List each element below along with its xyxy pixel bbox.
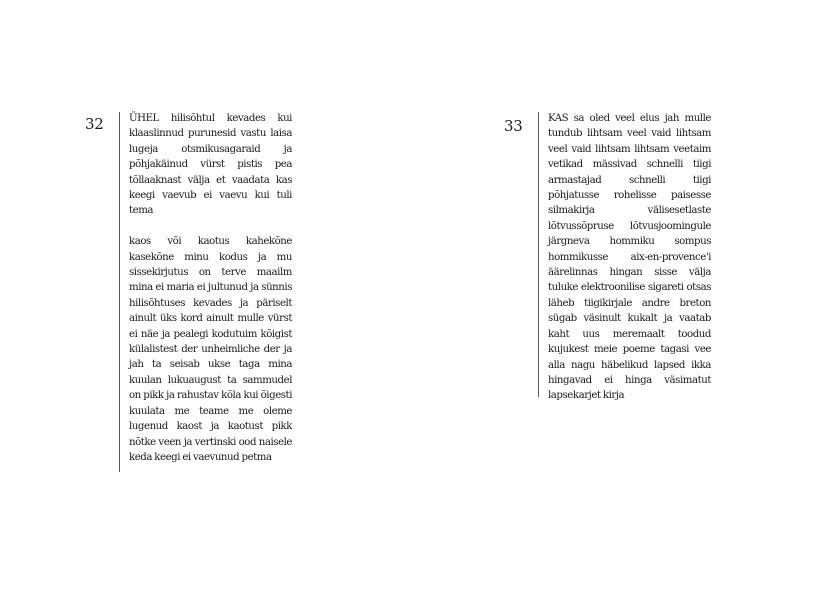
- text-column-left: [129, 111, 292, 465]
- paragraph: kaos või kaotus kahekõne kasekõne minu kodus ja mu sissekirjutus on terve maailm mina ei maria ei jultunud ja sünnis hilisõhtuses kevades ja päriselt ainult üks kord ainult mulle vürst ei näe ja pealegi kodutuim kõigist külalistest der unheimliche der ja jah ta seisab ukse taga mina kuulan lukuaugust ta sammudel on pikk ja rahustav kõla kui õigesti kuulata me teame me oleme lugenud kaost ja kaotust pikk nõtke veen ja vertinski ood naisele keda keegi ei vaevunud petma: [129, 236, 292, 463]
- margin-rule-left: [119, 112, 120, 472]
- margin-rule-right: [538, 112, 539, 397]
- paragraph: ÜHEL hilisõhtul kevades kui klaaslinnud purunesid vastu laisa lugeja otsmikusagaraid ja põhjakäinud vürst pistis pea tõllaaknast välja et vaadata kas keegi vaevub ei vaevu kui tuli tema: [129, 113, 292, 217]
- page-number-right: 33: [504, 117, 523, 135]
- text-column-right: [548, 111, 711, 404]
- page-number-left: 32: [85, 115, 104, 133]
- paragraph: KAS sa oled veel elus jah mulle tundub lihtsam veel vaid lihtsam veel vaid lihtsam lihtsam veetaim vetikad mässivad schnelli tiigi armastajad schnelli tiigi põhjatusse rohelisse paisesse silmakirja välisesetlaste lõtvussõpruse lõtvusjoomingule järgneva hommiku sompus hommikusse aix-en-provence'i äärelinnas hingan sisse välja tuluke elektroonilise sigareti otsas läheb tiigikirjale andre breton sügab väsinult kukalt ja vaatab kaht uus meremaalt toodud kujukest meie poeme tagasi vee alla nagu häbelikud lapsed ikka hingavad ei hinga väsimatut lapsekarjet kirja: [548, 113, 711, 402]
